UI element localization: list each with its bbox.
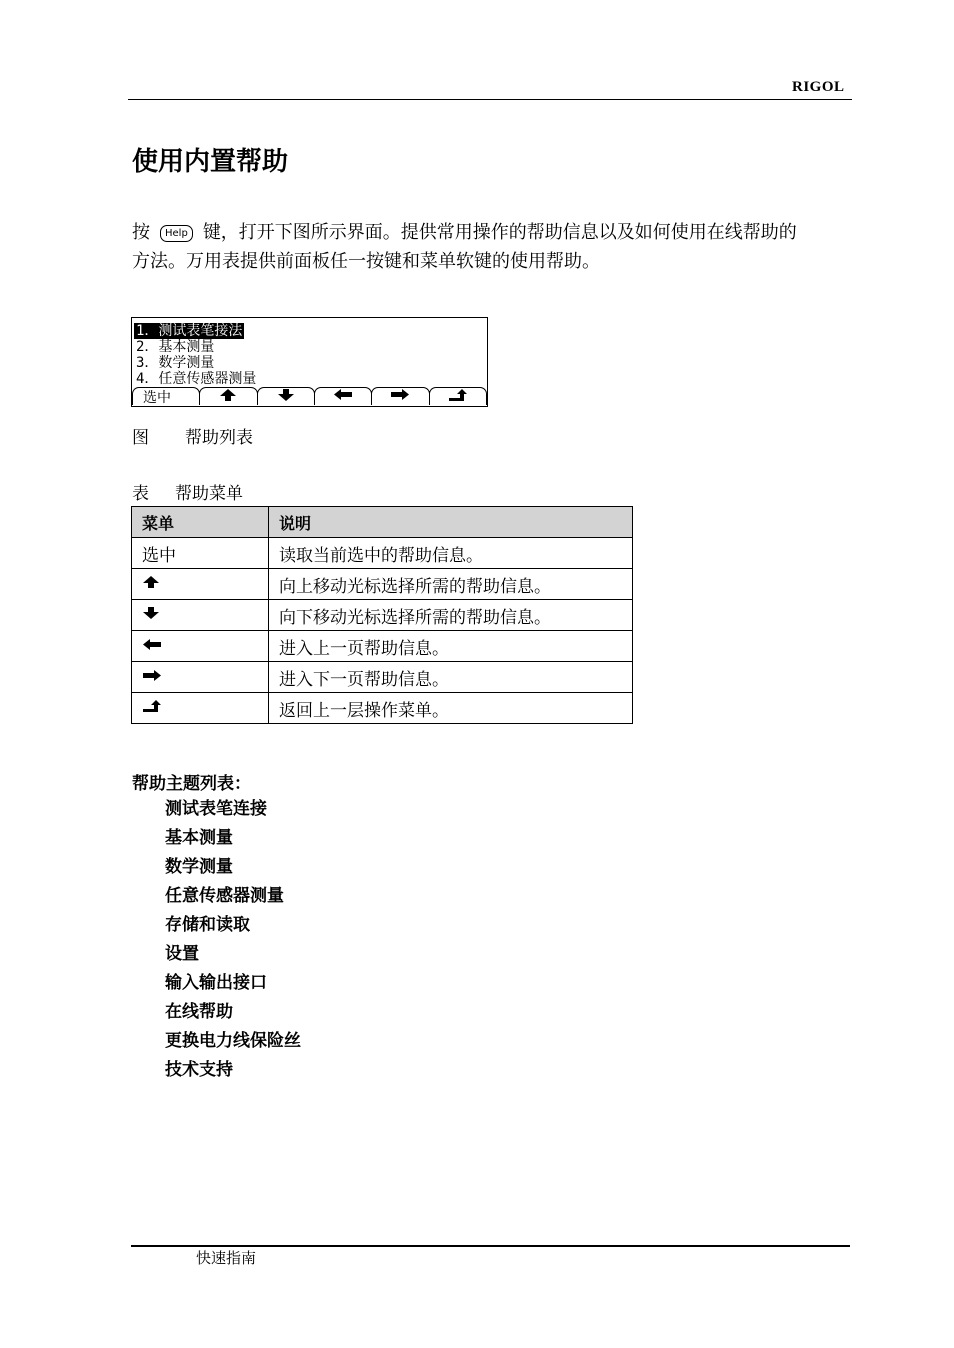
table-row [132,631,633,662]
intro-prefix: 按 [132,222,150,243]
desc-cell: 读取当前选中的帮助信息。 [269,538,633,569]
header-desc: 说明 [269,507,633,538]
intro-line2: 方法。万用表提供前面板任一按键和菜单软键的使用帮助。 [132,251,600,272]
softkey-select[interactable] [132,387,200,405]
softkey-bar [132,387,487,406]
intro-paragraph [132,218,854,276]
desc-cell: 返回上一层操作菜单。 [269,693,633,724]
page-title: 使用内置帮助 [132,147,289,177]
table-caption [132,479,243,504]
topic-item: 测试表笔连接 [165,799,267,819]
softkey-up-arrow[interactable] [199,387,257,405]
menu-cell [132,600,269,631]
topic-item: 设置 [165,944,199,964]
topic-item: 任意传感器测量 [165,886,284,906]
table-row [132,662,633,693]
brand-logo: RIGOL [792,79,845,95]
table-text: 帮助菜单 [175,484,243,504]
figure-label: 图 [132,428,149,448]
softkey-down-arrow[interactable] [257,387,315,405]
softkey-return-arrow[interactable] [429,387,487,405]
desc-cell: 进入上一页帮助信息。 [269,631,633,662]
help-key-icon: Help [160,225,193,242]
right-arrow-icon [142,667,162,687]
desc-cell: 向下移动光标选择所需的帮助信息。 [269,600,633,631]
table-row [132,569,633,600]
return-arrow-icon [448,388,468,406]
topic-item: 数学测量 [165,857,233,877]
table-row [132,538,633,569]
softkey-left-arrow[interactable] [314,387,372,405]
menu-cell [132,693,269,724]
menu-cell [132,569,269,600]
header-menu: 菜单 [132,507,269,538]
table-row [132,600,633,631]
header-rule [128,99,852,100]
up-arrow-icon [219,388,237,406]
help-list [134,320,258,387]
menu-cell [132,631,269,662]
return-arrow-icon [142,698,162,718]
footer-text: 快速指南 [196,1249,257,1267]
menu-cell [132,662,269,693]
right-arrow-icon [390,388,410,405]
softkey-right-arrow[interactable] [371,387,429,405]
help-screen [131,317,488,407]
topic-item: 在线帮助 [165,1002,233,1022]
topic-item: 更换电力线保险丝 [165,1031,301,1051]
up-arrow-icon [142,574,160,594]
down-arrow-icon [277,388,295,406]
softkey-label: 选中 [143,389,171,406]
help-menu-table [131,506,633,724]
desc-cell: 进入下一页帮助信息。 [269,662,633,693]
help-list-item[interactable]: 1．测试表笔接法 [136,323,243,339]
figure-caption [132,423,253,448]
intro-line1: 键，打开下图所示界面。提供常用操作的帮助信息以及如何使用在线帮助的 [202,222,797,243]
down-arrow-icon [142,605,160,625]
help-list-item[interactable]: 3．数学测量 [136,355,215,371]
desc-cell: 向上移动光标选择所需的帮助信息。 [269,569,633,600]
help-list-item[interactable]: 2．基本测量 [136,339,215,355]
topic-item: 输入输出接口 [165,973,267,993]
table-label: 表 [132,484,149,504]
figure-text: 帮助列表 [185,428,253,448]
help-list-item[interactable]: 4．任意传感器测量 [136,371,257,387]
topics-title: 帮助主题列表： [132,774,251,794]
table-header-row [132,507,633,538]
left-arrow-icon [333,388,353,405]
left-arrow-icon [142,636,162,656]
topics-list [165,795,301,1085]
topic-item: 基本测量 [165,828,233,848]
menu-cell: 选中 [132,538,269,569]
topic-item: 存储和读取 [165,915,250,935]
topic-item: 技术支持 [165,1060,233,1080]
table-row [132,693,633,724]
